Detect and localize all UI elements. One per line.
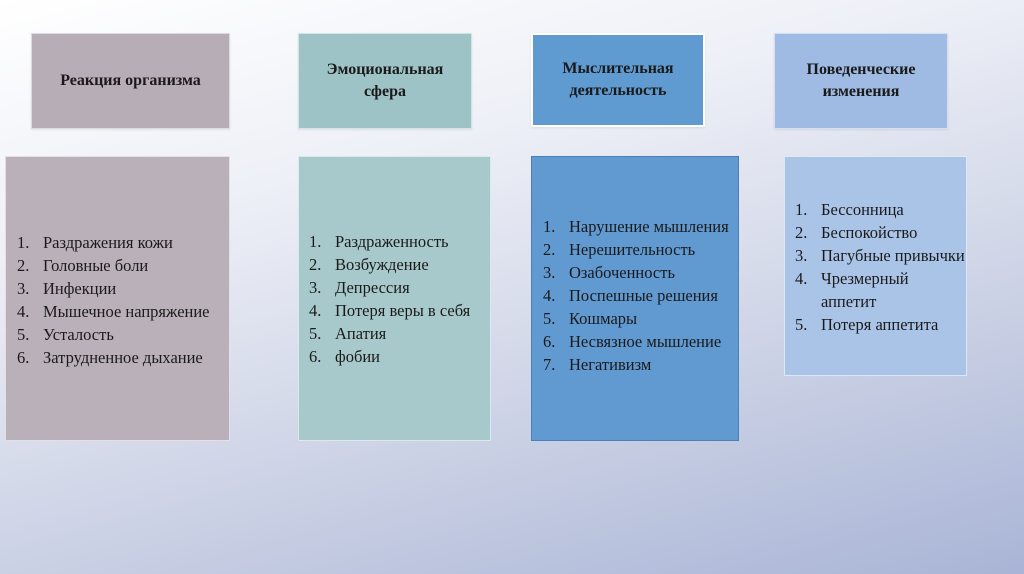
list-item: 5. Апатия: [309, 322, 490, 345]
list-item-text: Раздражения кожи: [43, 232, 173, 252]
list-item-text: Негативизм: [569, 355, 652, 374]
list-item: 1. Раздражения кожи: [17, 231, 229, 254]
list-item-text: Несвязное мышление: [569, 332, 722, 351]
list-item-text: Нарушение мышления: [569, 217, 729, 236]
list-item: 5. Усталость: [17, 323, 229, 346]
list-item: 7. Негативизм: [543, 353, 738, 376]
list-item: 3. Инфекции: [17, 277, 229, 300]
list-item-text: Озабоченность: [569, 263, 675, 282]
list-item: 1. Нарушение мышления: [543, 215, 738, 238]
list-body-reaction: [5, 156, 230, 441]
list-item-text: Потеря аппетита: [821, 315, 939, 334]
list-item-text: Головные боли: [43, 255, 149, 275]
header-emotional-sphere-label: Эмоциональная сфера: [326, 61, 444, 100]
list-item: 5. Кошмары: [543, 307, 738, 330]
list-item: 1. Раздраженность: [309, 230, 490, 253]
list-behavior-changes: [784, 156, 967, 376]
list-item: 4. Чрезмерный аппетит: [795, 267, 966, 313]
list-item-text: Апатия: [335, 323, 387, 343]
list-item-text: Кошмары: [569, 309, 638, 328]
list-item-text: Нерешительность: [569, 240, 696, 259]
list-item-text: Потеря веры в себя: [335, 300, 471, 320]
list-item-text: Мышечное напряжение: [43, 301, 210, 321]
header-behavior-changes-label: Поведенческие изменения: [806, 61, 916, 100]
list-item: 2. Головные боли: [17, 254, 229, 277]
list-item: 2. Возбуждение: [309, 253, 490, 276]
list-item: 4. Мышечное напряжение: [17, 300, 229, 323]
header-body-reaction-label: Реакция организма: [60, 72, 201, 89]
list-item: 1. Бессонница: [795, 198, 966, 221]
list-item-text: фобии: [335, 346, 380, 366]
list-emotional-sphere: [298, 156, 491, 441]
list-item-text: Усталость: [43, 324, 114, 344]
list-item: 4. Поспешные решения: [543, 284, 738, 307]
list-item: 6. фобии: [309, 345, 490, 368]
list-item: 5. Потеря аппетита: [795, 313, 966, 336]
list-item-text: Бессонница: [821, 200, 904, 219]
list-item: 6. Затрудненное дыхание: [17, 346, 229, 369]
list-item-text: Пагубные привычки: [821, 246, 965, 265]
list-item: 2. Нерешительность: [543, 238, 738, 261]
list-item-text: Поспешные решения: [569, 286, 718, 305]
header-behavior-changes: [774, 33, 948, 129]
list-item-text: Депрессия: [335, 277, 410, 297]
header-body-reaction: [31, 33, 230, 129]
list-item: 2. Беспокойство: [795, 221, 966, 244]
list-item: 3. Депрессия: [309, 276, 490, 299]
list-item: 4. Потеря веры в себя: [309, 299, 490, 322]
list-item-text: Возбуждение: [335, 254, 429, 274]
header-mental-activity-label: Мыслительная деятельность: [562, 60, 674, 99]
list-mental-activity: [531, 156, 739, 441]
list-item: 3. Пагубные привычки: [795, 246, 965, 265]
list-item-text: Беспокойство: [821, 223, 918, 242]
list-item-text: Затрудненное дыхание: [43, 347, 203, 367]
header-emotional-sphere: [298, 33, 472, 129]
header-mental-activity: [531, 33, 705, 127]
list-item-text: Чрезмерный аппетит: [821, 269, 909, 311]
list-item: 6. Несвязное мышление: [543, 330, 738, 353]
list-item: 3. Озабоченность: [543, 261, 738, 284]
list-item-text: Раздраженность: [335, 231, 449, 251]
list-item-text: Инфекции: [43, 278, 117, 298]
